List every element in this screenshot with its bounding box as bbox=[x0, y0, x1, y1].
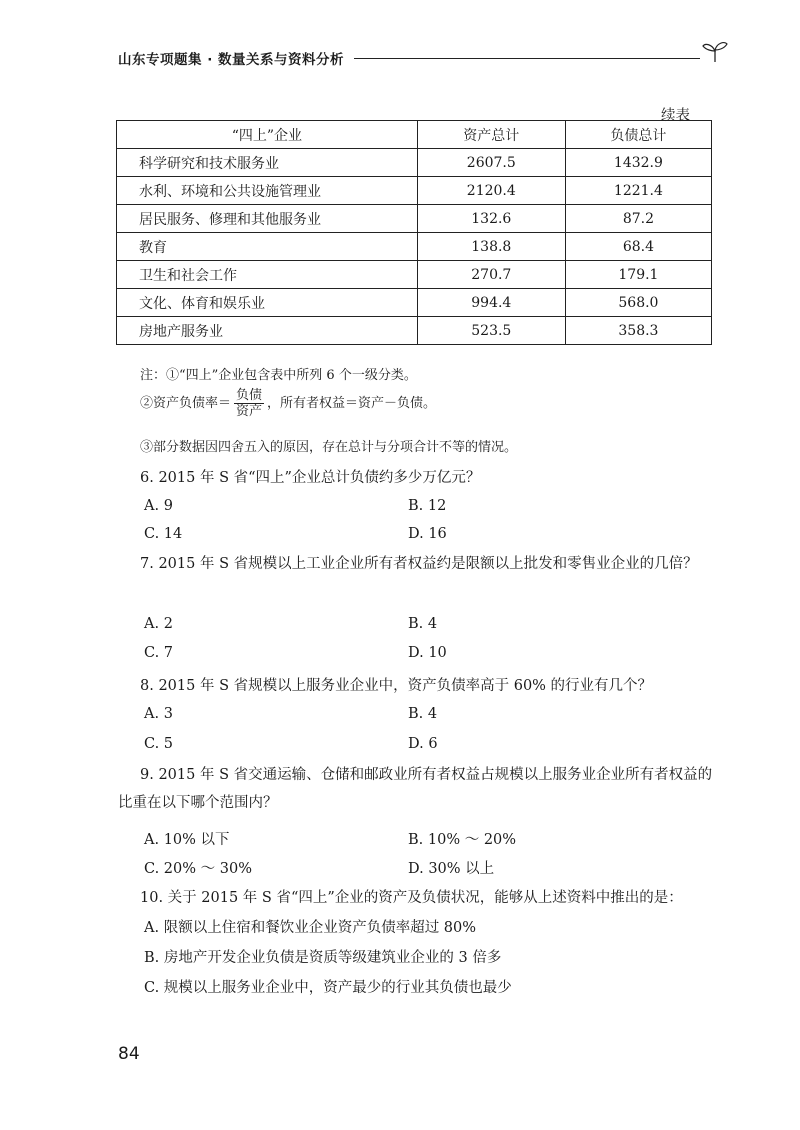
question-7-option-d: D. 10 bbox=[408, 645, 447, 661]
table-row bbox=[117, 261, 712, 289]
header-title: 山东专项题集 · 数量关系与资料分析 bbox=[118, 52, 345, 68]
question-8-option-c: C. 5 bbox=[144, 736, 174, 752]
note-2 bbox=[140, 388, 436, 419]
row-assets: 2120.4 bbox=[417, 177, 565, 205]
table-row bbox=[117, 149, 712, 177]
row-category: 居民服务、修理和其他服务业 bbox=[117, 205, 418, 233]
continuation-label: 续表 bbox=[661, 108, 690, 124]
question-9-option-b: B. 10% ～ 20% bbox=[408, 832, 517, 848]
note-3: ③部分数据因四舍五入的原因，存在总计与分项合计不等的情况。 bbox=[140, 440, 518, 455]
row-category: 卫生和社会工作 bbox=[117, 261, 418, 289]
header-rule bbox=[354, 58, 700, 59]
row-liabilities: 1221.4 bbox=[565, 177, 711, 205]
fraction-numerator: 负债 bbox=[236, 388, 263, 403]
question-9-option-a: A. 10% 以下 bbox=[144, 832, 230, 848]
question-6-option-d: D. 16 bbox=[408, 526, 447, 542]
question-7-stem: 7. 2015 年 S 省规模以上工业企业所有者权益约是限额以上批发和零售业企业的几倍？ bbox=[140, 556, 698, 572]
row-liabilities: 179.1 bbox=[565, 261, 711, 289]
table-row bbox=[117, 289, 712, 317]
sprout-icon bbox=[700, 38, 730, 64]
question-7-option-b: B. 4 bbox=[408, 616, 438, 632]
row-category: 教育 bbox=[117, 233, 418, 261]
question-7-option-c: C. 7 bbox=[144, 645, 174, 661]
note-2-prefix: ②资产负债率＝ bbox=[140, 396, 232, 411]
row-assets: 994.4 bbox=[417, 289, 565, 317]
question-10-option-a: A. 限额以上住宿和餐饮业企业资产负债率超过 80% bbox=[144, 920, 477, 936]
table-row bbox=[117, 233, 712, 261]
question-8-option-b: B. 4 bbox=[408, 706, 438, 722]
table-row bbox=[117, 205, 712, 233]
column-header-liabilities: 负债总计 bbox=[565, 121, 711, 149]
question-8-option-a: A. 3 bbox=[144, 706, 173, 722]
question-6-option-b: B. 12 bbox=[408, 498, 447, 514]
row-liabilities: 68.4 bbox=[565, 233, 711, 261]
row-assets: 2607.5 bbox=[417, 149, 565, 177]
row-category: 水利、环境和公共设施管理业 bbox=[117, 177, 418, 205]
row-assets: 523.5 bbox=[417, 317, 565, 345]
row-liabilities: 1432.9 bbox=[565, 149, 711, 177]
running-header bbox=[118, 46, 730, 72]
row-assets: 132.6 bbox=[417, 205, 565, 233]
data-table bbox=[116, 120, 712, 345]
fraction-denominator: 资产 bbox=[236, 404, 263, 419]
page-number: 84 bbox=[118, 1044, 140, 1064]
table-header-row bbox=[117, 121, 712, 149]
question-9-option-c: C. 20% ～ 30% bbox=[144, 861, 252, 877]
column-header-category: “四上”企业 bbox=[117, 121, 418, 149]
row-category: 房地产服务业 bbox=[117, 317, 418, 345]
question-7-option-a: A. 2 bbox=[144, 616, 173, 632]
table-row bbox=[117, 317, 712, 345]
question-6-stem: 6. 2015 年 S 省“四上”企业总计负债约多少万亿元？ bbox=[140, 470, 481, 486]
question-9-stem: 9. 2015 年 S 省交通运输、仓储和邮政业所有者权益占规模以上服务业企业所有者权益的比重在以下哪个范围内？ bbox=[118, 767, 713, 811]
row-category: 科学研究和技术服务业 bbox=[117, 149, 418, 177]
debt-ratio-fraction bbox=[234, 388, 264, 419]
question-6-option-a: A. 9 bbox=[144, 498, 173, 514]
row-liabilities: 358.3 bbox=[565, 317, 711, 345]
row-liabilities: 87.2 bbox=[565, 205, 711, 233]
column-header-assets: 资产总计 bbox=[417, 121, 565, 149]
question-9-option-d: D. 30% 以上 bbox=[408, 861, 495, 877]
table-row bbox=[117, 177, 712, 205]
note-2-suffix: ，所有者权益＝资产－负债。 bbox=[267, 396, 437, 411]
question-8-option-d: D. 6 bbox=[408, 736, 438, 752]
row-assets: 270.7 bbox=[417, 261, 565, 289]
row-assets: 138.8 bbox=[417, 233, 565, 261]
row-liabilities: 568.0 bbox=[565, 289, 711, 317]
row-category: 文化、体育和娱乐业 bbox=[117, 289, 418, 317]
note-1: 注：①“四上”企业包含表中所列 6 个一级分类。 bbox=[140, 368, 417, 383]
question-8-stem: 8. 2015 年 S 省规模以上服务业企业中，资产负债率高于 60% 的行业有几个？ bbox=[140, 678, 653, 694]
question-10-option-b: B. 房地产开发企业负债是资质等级建筑业企业的 3 倍多 bbox=[144, 950, 502, 966]
question-6-option-c: C. 14 bbox=[144, 526, 183, 542]
question-10-stem: 10. 关于 2015 年 S 省“四上”企业的资产及负债状况，能够从上述资料中推出的是： bbox=[140, 890, 683, 906]
question-10-option-c: C. 规模以上服务业企业中，资产最少的行业其负债也最少 bbox=[144, 980, 512, 996]
